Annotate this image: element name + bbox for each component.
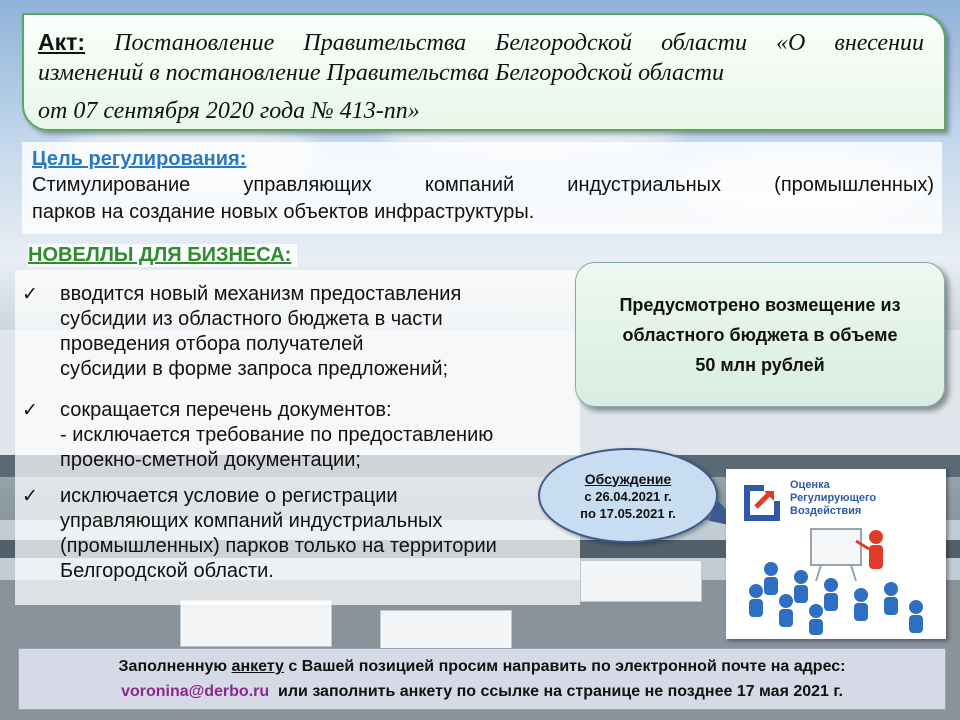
footer-text-3: или заполнить анкету по ссылке на странице не позднее 17 мая 2021 г.: [278, 683, 843, 700]
act-title-part-1: Постановление Правительства Белгородской области «О внесении: [114, 30, 924, 56]
footer-line-1: [19, 654, 945, 679]
act-header: [22, 13, 946, 131]
novelties-title: НОВЕЛЛЫ ДЛЯ БИЗНЕСА:: [28, 244, 297, 267]
act-line-2: изменений в постановление Правительства Белгородской области: [38, 60, 724, 86]
footer-line-2: [19, 679, 945, 704]
checkmark-icon: ✓: [22, 400, 38, 421]
novelty-2-line-3: проекно-сметной документации;: [60, 449, 361, 471]
novelty-3-line-1: исключается условие о регистрации: [60, 485, 398, 507]
discussion-to: по 17.05.2021 г.: [580, 505, 676, 521]
orv-logo-panel: [726, 469, 946, 639]
novelty-1-line-1: вводится новый механизм предоставления: [60, 283, 462, 305]
act-line-1: [38, 27, 924, 58]
subsidy-line-2: областного бюджета в объеме: [622, 324, 898, 345]
subsidy-line-1: Предусмотрено возмещение из: [619, 294, 901, 315]
novelty-1-line-3: проведения отбора получателей: [60, 333, 364, 355]
footer-text-1: Заполненную: [118, 658, 228, 675]
meeting-illustration: [726, 519, 946, 639]
orv-line-1: Оценка: [790, 479, 830, 491]
orv-logo-icon: [744, 485, 780, 521]
subsidy-line-3: 50 млн рублей: [695, 354, 825, 375]
act-line-3: от 07 сентября 2020 года № 413-пп»: [38, 98, 420, 124]
novelty-1-line-2: субсидии из областного бюджета в части: [60, 308, 443, 330]
novelty-2-line-1: сокращается перечень документов:: [60, 399, 392, 421]
novelty-3-line-2: управляющих компаний индустриальных: [60, 510, 443, 532]
discussion-title: Обсуждение: [584, 470, 672, 487]
goal-text-line-1: Стимулирование управляющих компаний индустриальных (промышленных): [32, 174, 934, 196]
discussion-bubble: [538, 448, 718, 543]
discussion-from: с 26.04.2021 г.: [584, 488, 672, 504]
checkmark-icon: ✓: [22, 284, 38, 305]
orv-line-3: Воздействия: [790, 505, 862, 517]
checkmark-icon: ✓: [22, 486, 38, 507]
orv-logo-text: [790, 479, 876, 518]
novelty-1-line-4: субсидии в форме запроса предложений;: [60, 358, 449, 380]
goal-text: [32, 172, 934, 226]
act-label: Акт:: [38, 29, 86, 55]
anketa-link[interactable]: анкету: [231, 658, 284, 675]
novelty-3-line-3: (промышленных) парков только на территории: [60, 535, 497, 557]
subsidy-callout: [575, 262, 945, 407]
orv-line-2: Регулирующего: [790, 492, 877, 504]
regulation-goal: [22, 142, 942, 234]
email-link[interactable]: voronina@derbo.ru: [121, 683, 270, 700]
novelty-2-line-2: - исключается требование по предоставлению: [60, 424, 494, 446]
footer-notice: [18, 648, 946, 710]
goal-text-line-2: парков на создание новых объектов инфраструктуры.: [32, 201, 535, 223]
footer-text-2: с Вашей позицией просим направить по электронной почте на адрес:: [288, 658, 846, 675]
goal-title: Цель регулирования:: [32, 148, 247, 170]
novelty-3-line-4: Белгородской области.: [60, 560, 274, 582]
